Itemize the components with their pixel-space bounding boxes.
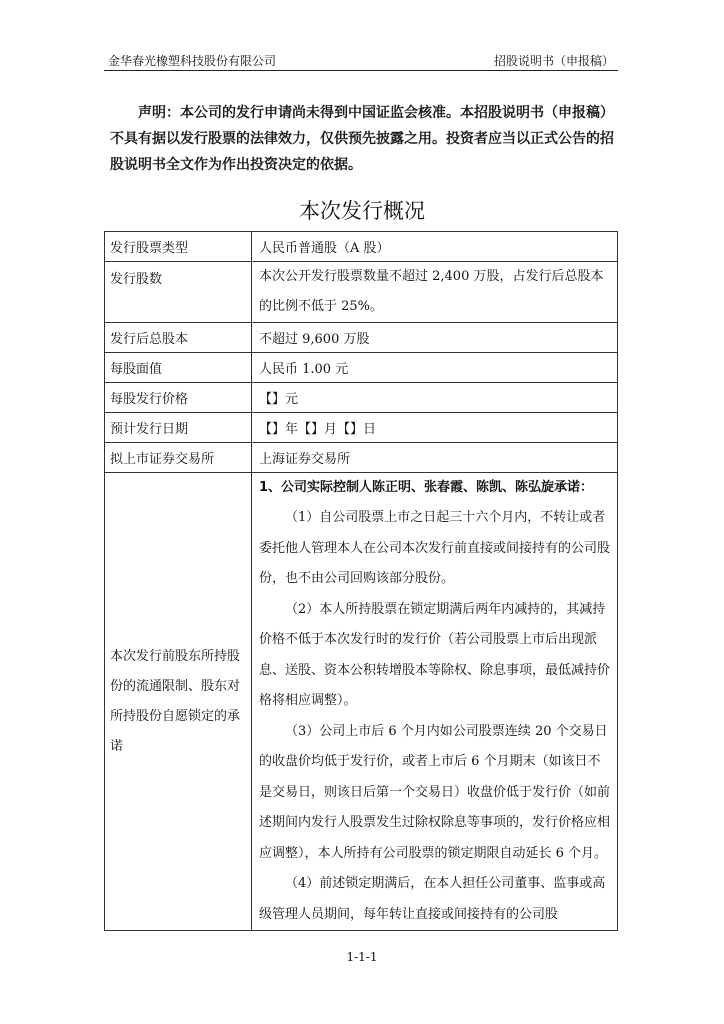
row-value: 人民币普通股（A 股）: [252, 232, 618, 262]
header-rule: [104, 70, 618, 71]
offering-table: [104, 231, 618, 931]
lockup-title: 1、公司实际控制人陈正明、张春霞、陈凯、陈弘旋承诺：: [259, 480, 594, 495]
section-title: 本次发行概况: [299, 199, 425, 223]
row-value: 【】年【】月【】日: [252, 413, 618, 443]
row-label: 每股发行价格: [105, 383, 252, 413]
page-header: [108, 49, 616, 69]
row-label: 发行股票类型: [105, 232, 252, 262]
table-row: [105, 232, 618, 262]
table-row-lockup: [105, 473, 618, 931]
table-row: [105, 413, 618, 443]
table-row: [105, 353, 618, 383]
lockup-paragraph: （2）本人所持股票在锁定期满后两年内减持的，其减持价格不低于本次发行时的发行价（若公司股票上市后出现派息、送股、资本公积转增股本等除权、除息事项，最低减持价格将相应调整）。: [259, 601, 611, 708]
declaration-text: 声明：本公司的发行申请尚未得到中国证监会核准。本招股说明书（申报稿）不具有据以发行股票的法律效力，仅供预先披露之用。投资者应当以正式公告的招股说明书全文作为作出投资决定的依据。: [110, 105, 614, 173]
header-company: 金华春光橡塑科技股份有限公司: [108, 54, 277, 68]
row-label: 发行股数: [105, 262, 252, 323]
row-label: 拟上市证券交易所: [105, 443, 252, 473]
lockup-paragraph: （4）前述锁定期满后，在本人担任公司董事、监事或高级管理人员期间，每年转让直接或间接持有的公司股: [259, 876, 606, 922]
declaration: [110, 100, 618, 178]
row-value: 不超过 9,600 万股: [252, 323, 618, 353]
lockup-paragraph: （3）公司上市后 6 个月内如公司股票连续 20 个交易日的收盘价均低于发行价，或者上市后 6 个月期末（如该日不是交易日，则该日后第一个交易日）收盘价低于发行价（如前述期间内发行人股票发生过除权除息等事项的，发行价格应相应调整），本人所持有公司股票的锁定期限自动延长 6 个月。: [259, 723, 611, 861]
header-doc-type: 招股说明书（申报稿）: [493, 54, 614, 68]
lockup-label: [105, 473, 252, 931]
row-value: 本次公开发行股票数量不超过 2,400 万股，占发行后总股本的比例不低于 25%。: [252, 262, 618, 323]
table-row: [105, 383, 618, 413]
table-row: [105, 443, 618, 473]
row-value: 【】元: [252, 383, 618, 413]
table-row: [105, 323, 618, 353]
page-number: 1-1-1: [346, 950, 378, 964]
row-label: 发行后总股本: [105, 323, 252, 353]
lockup-label-text: 本次发行前股东所持股份的流通限制、股东对所持股份自愿锁定的承诺: [110, 648, 241, 754]
lockup-paragraph: （1）自公司股票上市之日起三十六个月内，不转让或者委托他人管理本人在公司本次发行前直接或间接持有的公司股份，也不由公司回购该部分股份。: [259, 510, 611, 586]
row-value: 上海证券交易所: [252, 443, 618, 473]
table-row: [105, 262, 618, 323]
row-value: 人民币 1.00 元: [252, 353, 618, 383]
row-label: 预计发行日期: [105, 413, 252, 443]
row-label: 每股面值: [105, 353, 252, 383]
lockup-value: [252, 473, 618, 931]
